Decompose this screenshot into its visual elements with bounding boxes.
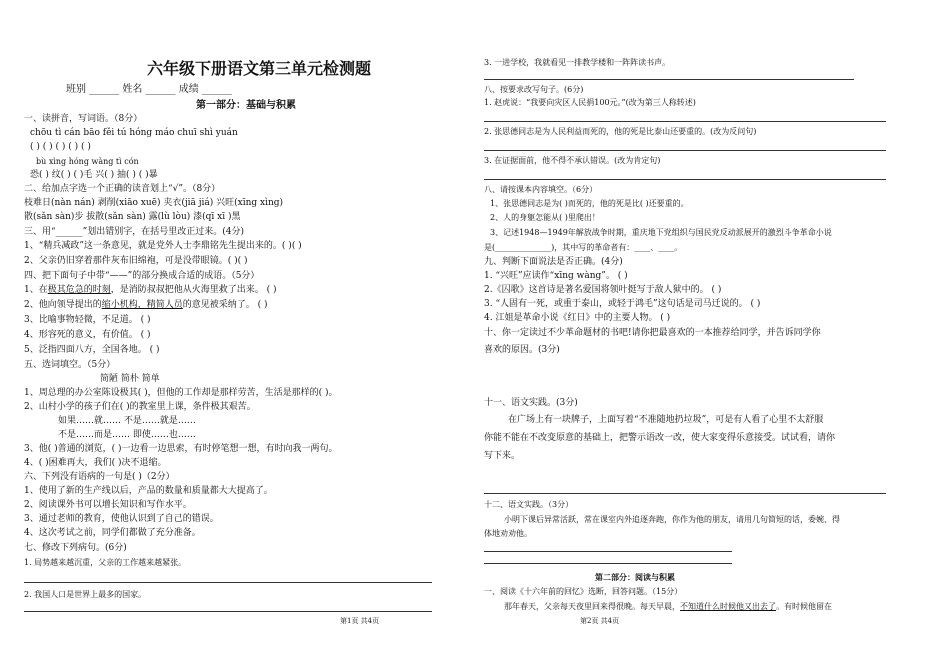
q5-conjunctions-1: 如果……就…… 不是……就是…… xyxy=(58,416,196,426)
r8-item-1: 1. 赵虎说：“我要向灾区人民捐100元。”(改为第三人称转述) xyxy=(484,98,696,107)
r-item-3: 3. 一进学校，我就看见一排教学楼和一阵阵读书声。 xyxy=(484,58,671,67)
q4-item-2: 2、他向领导提出的缩小机构，精简人员的意见被采纳了。 ( ) xyxy=(24,300,268,310)
q6-item-2: 2、阅读课外书可以增长知识和写作水平。 xyxy=(24,500,192,510)
q3-heading: 三、用“______”划出错别字，在括号里改正过来。(4分) xyxy=(24,227,244,237)
r8b-heading: 八、请按课本内容填空。（6分） xyxy=(484,185,598,194)
r11-heading: 十一、语文实践。(3分) xyxy=(484,398,578,408)
q4-item-4: 4、形容死的意义，有价值。 ( ) xyxy=(24,330,151,340)
answer-line xyxy=(484,551,732,552)
r8-heading: 八、按要求改写句子。(6分) xyxy=(484,85,584,94)
q5-conjunctions-2: 不是……而是…… 即使……也…… xyxy=(58,430,196,440)
q1-pinyin-1: chōu tì cán bāo fěi tú hóng máo chuī shì yuán xyxy=(30,128,238,138)
r10-line-2: 喜欢的原因。(3分) xyxy=(484,345,560,355)
q1-words-2: 恐( ) 纹( ) ( )毛 兴( ) 抽( ) ( )暴 xyxy=(30,170,158,180)
page-2 xyxy=(475,0,950,671)
r12-heading: 十二、语文实践。（3分） xyxy=(484,500,574,509)
answer-line xyxy=(24,611,432,612)
q4-item-1: 1、在极其危急的时刻，是消防叔叔把他从火海里救了出来。 ( ) xyxy=(24,285,277,295)
reading-passage: 那年春天，父亲每天夜里回来得很晚。每天早晨，不知道什么时候他又出去了。有时候他留在 xyxy=(504,602,832,611)
q2-line-1: 枝难日(nàn nán) 剥削(xiāo xuē) 夹衣(jiā jiá) 兴旺(xīng xìng) xyxy=(24,198,284,208)
r8-item-3: 3. 在证据面前，他不得不承认错误。(改为肯定句) xyxy=(484,156,661,165)
answer-line xyxy=(484,179,886,180)
answer-line xyxy=(484,121,886,122)
reading-heading: 一、阅读《十六年前的回忆》选断，回答问题。（15分） xyxy=(484,587,683,596)
q1-heading: 一、读拼音，写词语。（8分） xyxy=(24,114,143,124)
answer-line xyxy=(484,150,886,151)
q6-item-1: 1、使用了新的生产线以后，产品的数量和质量都大大提高了。 xyxy=(24,486,273,496)
r8b-item-3: 3、记述1948—1949年解放战争时期，重庆地下党组织与国民党反动派展开的激烈斗争革命小说 xyxy=(490,228,832,237)
q5-word-bank: 简陋 简朴 简单 xyxy=(100,374,160,384)
r11-line-1: 在广场上有一块牌子，上面写着“不准随地扔垃圾”，可是有人看了心里不太舒服 xyxy=(508,415,824,425)
page-footer: 第1页 共4页 xyxy=(340,617,380,625)
part1-heading: 第一部分：基础与积累 xyxy=(196,100,296,111)
q7-item-2: 2. 我国人口是世界上最多的国家。 xyxy=(24,590,147,599)
q6-item-4: 4、这次考试之前，同学们都做了充分准备。 xyxy=(24,528,201,538)
part2-heading: 第二部分：阅读与积累 xyxy=(595,572,675,582)
student-info-row: 班别 ______ 姓名 ______ 成绩 ______ xyxy=(66,84,232,95)
q3-item-2: 2、父亲仍旧穿着那件灰布旧绵袍，可是没带眼镜。( )( ) xyxy=(24,256,248,266)
q5-item-2: 2、山村小学的孩子们在( )的教室里上课，条件极其艰苦。 xyxy=(24,402,256,412)
r8-item-2: 2. 张思德同志是为人民利益而死的，他的死是比泰山还要重的。(改为反问句) xyxy=(484,127,757,136)
r12-line-2: 体地劝劝他。 xyxy=(484,529,532,538)
q3-item-1: 1、“精兵减政”这一条意见，就是党外人士李鼎铭先生提出来的。( )( ) xyxy=(24,241,302,251)
q4-item-3: 3、比喻事物轻微，不足道。 ( ) xyxy=(24,315,151,325)
q7-item-1: 1. 局势越来越沉重，父亲的工作越来越紧张。 xyxy=(24,558,187,567)
q1-pinyin-2: bù xìng hóng wàng tì cón xyxy=(36,157,139,166)
r9-item-1: 1. “兴旺”应读作“xīng wàng”。 ( ) xyxy=(484,271,628,281)
q6-heading: 六、下列没有语病的一句是( )（2分） xyxy=(24,472,175,482)
r9-item-4: 4. 江姐是革命小说《红日》中的主要人物。 ( ) xyxy=(484,313,671,323)
q1-brackets-1: ( ) ( ) ( ) ( ) ( ) xyxy=(30,142,91,152)
r11-line-2: 你能不能在不改变原意的基础上，把警示语改一改，使大家变得乐意接受。试试看，请你 xyxy=(484,433,836,443)
q7-heading: 七、修改下列病句。(6分) xyxy=(24,543,127,553)
r9-item-3: 3. “人固有一死，或重于泰山，或轻于鸿毛”这句话是司马迁说的。 ( ) xyxy=(484,299,761,309)
q4-heading: 四、把下面句子中带“——”的部分换成合适的成语。（5分） xyxy=(24,271,260,281)
q5-heading: 五、选词填空。（5分） xyxy=(24,360,116,370)
r9-item-2: 2.《囚歌》这首诗是著名爱国将领叶挺写于敌人狱中的。 ( ) xyxy=(484,285,722,295)
q5-item-3: 3、他( )普通的浏览，( )一边看一边思索，有时停笔想一想，有时向我一两句。 xyxy=(24,444,338,454)
q2-line-2: 散(sǎn sàn)步 拔散(sǎn sàn) 露(lù lòu) 漆(qī xī )黑 xyxy=(24,212,241,222)
q5-item-1: 1、周总理的办公室陈设极其( )，但他的工作却是那样劳苦，生活是那样的( )。 xyxy=(24,388,338,398)
r12-line-1: 小明下课后异常活跃，常在课室内外追逐奔跑，你作为他的朋友，请用几句简短的话，委婉、得 xyxy=(504,515,840,524)
q2-heading: 二、给加点字选一个正确的读音划上“√”。（8分） xyxy=(24,184,221,194)
page-title: 六年级下册语文第三单元检测题 xyxy=(147,59,372,78)
answer-line xyxy=(24,582,432,583)
r10-line-1: 十、你一定读过不少革命题材的书吧!请你把最喜欢的一本推荐给同学，并告诉同学你 xyxy=(484,328,821,338)
q5-item-4: 4、( )困难再大，我们( )决不退缩。 xyxy=(24,458,167,468)
page-footer: 第2页 共4页 xyxy=(580,617,620,625)
r9-heading: 九、判断下面说法是否正确。(4分) xyxy=(484,257,623,267)
answer-line xyxy=(484,493,886,494)
answer-line xyxy=(484,563,732,564)
r8b-item-2: 2、人的身躯怎能从( )里爬出！ xyxy=(490,213,600,222)
r8b-item-4: 是(______________)，其中写的革命者有：____、____。 xyxy=(484,243,683,252)
answer-line xyxy=(484,79,854,80)
r8b-item-1: 1、张思德同志是为( )而死的，他的死是比( )还要重的。 xyxy=(490,199,689,208)
r11-line-3: 写下来。 xyxy=(484,451,521,461)
q4-item-5: 5、泛指四面八方，全国各地。 ( ) xyxy=(24,345,160,355)
q6-item-3: 3、通过老师的教育，使他认识到了自己的错误。 xyxy=(24,514,219,524)
